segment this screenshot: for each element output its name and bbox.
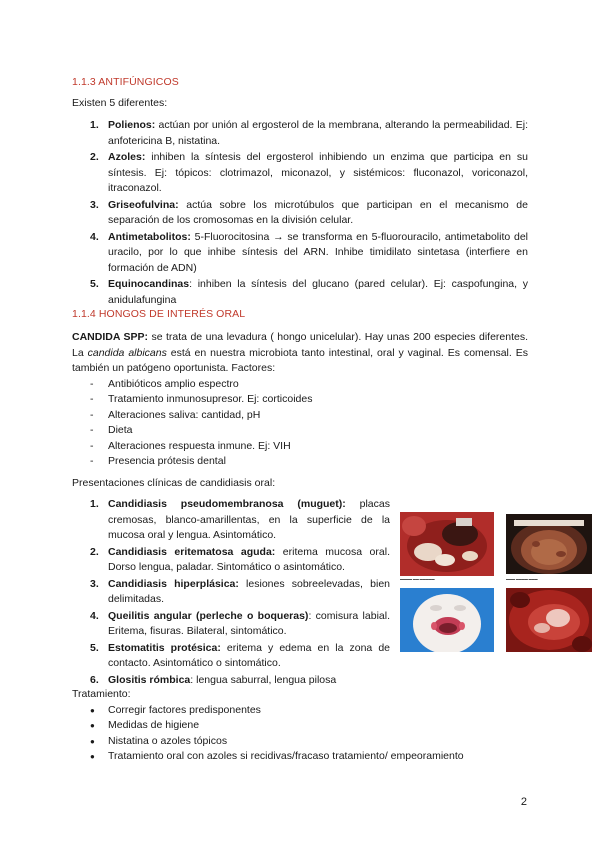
item-term: Equinocandinas — [108, 278, 190, 290]
list-item: 6. Glositis rómbica: lengua saburral, lengua pilosa — [90, 673, 337, 686]
item-term: Glositis rómbica — [108, 673, 191, 686]
list-item: 5. Equinocandinas: inhiben la síntesis del glucano (pared celular). Ej: caspofungina, y anidulafungina — [90, 278, 528, 306]
treatment-list — [72, 703, 464, 765]
list-item: - Dieta — [90, 424, 133, 437]
item-text: 5-Fluorocitosina → se transforma en 5-fluorouracilo, antimetabolito del uracilo, por lo que inhibe síntesis del ARN. Inhibe timidilato sintetasa (interfiere en formación de ADN) — [108, 230, 528, 274]
item-text: eritema y edema en la zona de contacto. Asintomático o sintomático. — [108, 641, 390, 669]
photo-erythematous-candidiasis — [506, 514, 592, 574]
item-term: Griseofulvina: — [108, 198, 179, 211]
item-term: Estomatitis protésica: — [108, 641, 221, 654]
list-item: 3. Candidiasis hiperplásica: lesiones sobreelevadas, bien delimitadas. — [90, 577, 390, 605]
candida-paragraph: CANDIDA SPP: se trata de una levadura ( hongo unicelular). Hay unas 200 especies diferentes. La candida albicans está en nuestra microbiota tanto intestinal, oral y vaginal. Es comensal. Es también un patógeno oportunista. Factores: — [72, 331, 529, 374]
photo-caption: ▬▬▬ ▬▬▬▬ ▬▬▬ — [506, 577, 538, 581]
item-term: Azoles: — [108, 151, 146, 163]
list-item: 3. Griseofulvina: actúa sobre los microtúbulos que participan en el mecanismo de separación de los cromosomas en la división celular. — [90, 198, 528, 226]
candida-term: CANDIDA SPP: — [72, 331, 148, 343]
photo-denture-stomatitis — [506, 588, 592, 652]
item-text: inhiben la síntesis del ergosterol inhibiendo un enzima que participa en su síntesis. Ej: tópicos: clotrimazol, miconazol, y sistémicos: fluconazol, voriconazol, itraconazol. — [108, 151, 528, 194]
item-text: : comisura labial. Eritema, fisuras. Bilateral, sintomático. — [108, 609, 390, 637]
candida-albicans-italic: candida albicans — [87, 346, 167, 359]
item-text: : lengua saburral, lengua pilosa — [190, 673, 337, 686]
item-text: lesiones sobreelevadas, bien delimitadas. — [108, 577, 390, 605]
list-item: ● Nistatina o azoles tópicos — [90, 734, 228, 747]
list-item: ● Corregir factores predisponentes — [90, 704, 261, 716]
factors-list — [72, 377, 312, 469]
list-item: 2. Azoles: inhiben la síntesis del ergosterol inhibiendo un enzima que participa en su síntesis. Ej: tópicos: clotrimazol, miconazol, y sistémicos: fluconazol, voriconazol, itraconazol. — [90, 151, 528, 194]
item-term: Candidiasis hiperplásica: — [108, 577, 239, 590]
list-item: - Antibióticos amplio espectro — [90, 378, 239, 390]
item-text: eritema mucosa oral. Dorso lengua, paladar. Sintomático o asintomático. — [108, 545, 390, 573]
presentations-intro: Presentaciones clínicas de candidiasis oral: — [72, 477, 276, 489]
item-text: actúan por unión al ergosterol de la membrana, alterando la permeabilidad. Ej: anfotericina B, nistatina. — [108, 119, 528, 147]
list-item: 2. Candidiasis eritematosa aguda: eritema mucosa oral. Dorso lengua, paladar. Sintomático o asintomático. — [90, 545, 390, 573]
section-heading-hongos-oral: 1.1.4 HONGOS DE INTERÉS ORAL — [72, 308, 246, 320]
list-item: 4. Antimetabolitos: 5-Fluorocitosina → se transforma en 5-fluorouracilo, antimetabolito del uracilo, por lo que inhibe síntesis del ARN. Inhibe timidilato sintetasa (interfiere en formación de ADN) — [90, 230, 528, 274]
item-term: Candidiasis eritematosa aguda: — [108, 545, 276, 558]
list-item: 4. Queilitis angular (perleche o boqueras): comisura labial. Eritema, fisuras. Bilateral, sintomático. — [90, 609, 390, 637]
list-item: - Alteraciones respuesta inmune. Ej: VIH — [90, 439, 291, 452]
list-item: 1. Candidiasis pseudomembranosa (muguet): placas cremosas, blanco-amarillentas, en la superficie de la mucosa oral y lengua. Asintomático. — [90, 498, 390, 541]
intro-text: Existen 5 diferentes: — [72, 97, 168, 109]
photo-angular-cheilitis — [400, 588, 494, 652]
section-heading-antifungicos: 1.1.3 ANTIFÚNGICOS — [72, 76, 179, 88]
item-term: Polienos: — [108, 119, 156, 131]
list-item: ● Medidas de higiene — [90, 719, 200, 732]
list-item: - Alteraciones saliva: cantidad, pH — [90, 408, 261, 421]
item-term: Antimetabolitos: — [108, 230, 191, 243]
item-term: Candidiasis pseudomembranosa (muguet): — [108, 498, 346, 510]
presentations-list — [72, 497, 390, 689]
item-text: actúa sobre los microtúbulos que participan en el mecanismo de separación de los cromosomas en la división celular. — [108, 198, 528, 226]
list-item: 5. Estomatitis protésica: eritema y edema en la zona de contacto. Asintomático o sintomático. — [90, 641, 390, 669]
antifungal-list — [72, 118, 528, 309]
photo-pseudomembranous-candidiasis — [400, 512, 494, 576]
list-item: - Presencia prótesis dental — [90, 455, 226, 468]
list-item: - Tratamiento inmunosupresor. Ej: corticoides — [90, 393, 313, 406]
list-item: ● Tratamiento oral con azoles si recidivas/fracaso tratamiento/ empeoramiento — [90, 750, 464, 763]
treatment-intro: Tratamiento: — [72, 688, 131, 700]
item-text: : inhiben la síntesis del glucano (pared celular). Ej: caspofungina, y anidulafungina — [108, 278, 528, 306]
item-term: Queilitis angular (perleche o boqueras) — [108, 609, 309, 622]
list-item: 1. Polienos: actúan por unión al ergosterol de la membrana, alterando la permeabilidad. Ej: anfotericina B, nistatina. — [90, 119, 528, 147]
page-number: 2 — [520, 796, 527, 808]
photo-caption: ▬▬▬▬ ▬▬ ▬▬▬▬▬ — [400, 577, 435, 581]
item-text: placas cremosas, blanco-amarillentas, en la superficie de la mucosa oral y lengua. Asintomático. — [108, 498, 390, 541]
